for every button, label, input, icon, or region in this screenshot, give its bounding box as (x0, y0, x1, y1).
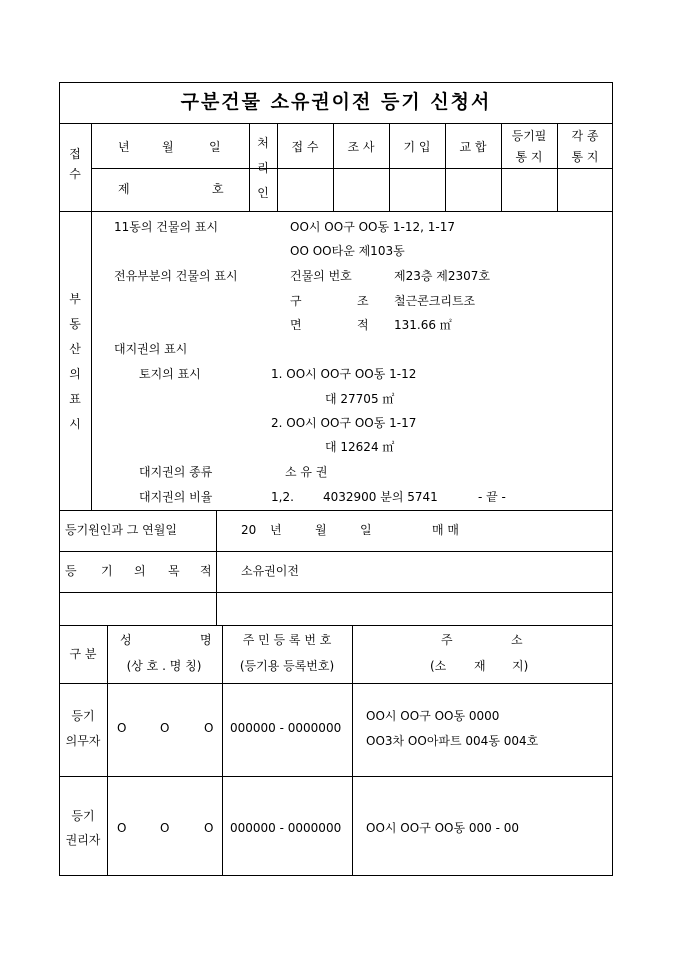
holder-name-3: O (204, 821, 214, 835)
header-address-sub-3: 지) (512, 659, 529, 673)
header-name-sub: (상 호 . 명 칭) (126, 659, 202, 673)
header-address-2: 소 (511, 633, 523, 647)
property-side-3: 산 (69, 342, 81, 356)
processor-label-2: 리 (257, 161, 269, 175)
building-label: 11동의 건물의 표시 (114, 220, 219, 234)
cause-label: 등기원인과 그 연월일 (65, 523, 177, 537)
area-label-2: 적 (357, 318, 369, 332)
holder-address: OO시 OO구 OO동 000 - 00 (366, 821, 520, 835)
processor-label-1: 처 (257, 136, 269, 150)
obligor-name-1: O (117, 721, 127, 735)
number-prefix-label: 제 (118, 182, 130, 196)
col-other-notice-2: 통 지 (571, 150, 599, 164)
unit-label: 전유부분의 건물의 표시 (114, 269, 238, 283)
col-completion-notice-1: 등기필 (511, 129, 547, 143)
obligor-label-2: 의무자 (65, 734, 101, 748)
land-2: 2. OO시 OO구 OO동 1-17 (271, 416, 417, 430)
structure-value: 철근콘크리트조 (394, 294, 476, 308)
cause-year: 20 (241, 523, 257, 537)
holder-label-2: 권리자 (65, 833, 101, 847)
land-2-detail: 대 12624 ㎡ (325, 440, 395, 454)
purpose-label-2: 기 (101, 564, 113, 578)
obligor-id: 000000 - 0000000 (230, 721, 342, 735)
processor-label-3: 인 (257, 186, 269, 200)
unit-number: 제23층 제2307호 (394, 269, 490, 283)
building-address-1: OO시 OO구 OO동 1-12, 1-17 (290, 220, 455, 234)
holder-label-1: 등기 (71, 809, 95, 823)
col-completion-notice-2: 통 지 (515, 150, 543, 164)
unit-number-label: 건물의 번호 (290, 269, 352, 283)
col-entry: 기 입 (403, 140, 431, 154)
area-label-1: 면 (290, 318, 302, 332)
building-address-2: OO OO타운 제103동 (290, 244, 405, 258)
number-suffix-label: 호 (212, 182, 224, 196)
obligor-label-1: 등기 (71, 709, 95, 723)
cause-day-unit: 일 (360, 523, 372, 537)
col-other-notice-1: 각 종 (571, 129, 599, 143)
property-side-4: 의 (69, 367, 81, 381)
ratio-value: 4032900 분의 5741 (323, 490, 438, 504)
purpose-label-1: 등 (65, 564, 77, 578)
reception-label-1: 접 (69, 147, 81, 161)
area-value: 131.66 ㎡ (394, 318, 452, 332)
col-reception: 접 수 (291, 140, 319, 154)
day-label: 일 (209, 140, 221, 154)
year-label: 년 (118, 140, 130, 154)
property-side-2: 동 (69, 317, 81, 331)
property-side-1: 부 (69, 292, 81, 306)
property-side-6: 시 (69, 417, 81, 431)
purpose-label-5: 적 (200, 564, 212, 578)
purpose-label-3: 의 (134, 564, 146, 578)
cause-year-unit: 년 (270, 523, 282, 537)
land-right-label: 대지권의 표시 (114, 342, 188, 356)
purpose-value: 소유권이전 (241, 564, 299, 578)
obligor-address-2: OO3차 OO아파트 004동 004호 (366, 734, 539, 748)
right-type-label: 대지권의 종류 (139, 465, 213, 479)
right-type-value: 소 유 권 (285, 465, 328, 479)
header-address-1: 주 (441, 633, 453, 647)
form-title: 구분건물 소유권이전 등기 신청서 (180, 91, 492, 113)
purpose-label-4: 목 (168, 564, 180, 578)
structure-label-2: 조 (357, 294, 369, 308)
header-id-sub: (등기용 등록번호) (239, 659, 335, 673)
holder-id: 000000 - 0000000 (230, 821, 342, 835)
cause-type: 매 매 (432, 523, 459, 537)
obligor-address-1: OO시 OO구 OO동 0000 (366, 709, 500, 723)
ratio-lot-numbers: 1,2. (271, 490, 294, 504)
land-label: 토지의 표시 (139, 367, 201, 381)
cause-month-unit: 월 (315, 523, 327, 537)
col-review: 조 사 (347, 140, 375, 154)
holder-name-2: O (160, 821, 170, 835)
property-side-5: 표 (69, 392, 81, 406)
header-id: 주 민 등 록 번 호 (242, 633, 332, 647)
land-1-detail: 대 27705 ㎡ (325, 392, 395, 406)
ratio-label: 대지권의 비율 (139, 490, 213, 504)
reception-label-2: 수 (69, 167, 81, 181)
month-label: 월 (162, 140, 174, 154)
obligor-name-2: O (160, 721, 170, 735)
header-address-sub-2: 재 (474, 659, 486, 673)
structure-label-1: 구 (290, 294, 302, 308)
header-kind: 구 분 (69, 647, 97, 661)
obligor-name-3: O (204, 721, 214, 735)
header-name-1: 성 (120, 633, 132, 647)
land-1: 1. OO시 OO구 OO동 1-12 (271, 367, 417, 381)
col-check: 교 합 (459, 140, 487, 154)
end-mark: - 끝 - (478, 490, 506, 504)
holder-name-1: O (117, 821, 127, 835)
header-address-sub-1: (소 (430, 659, 447, 673)
header-name-2: 명 (200, 633, 212, 647)
